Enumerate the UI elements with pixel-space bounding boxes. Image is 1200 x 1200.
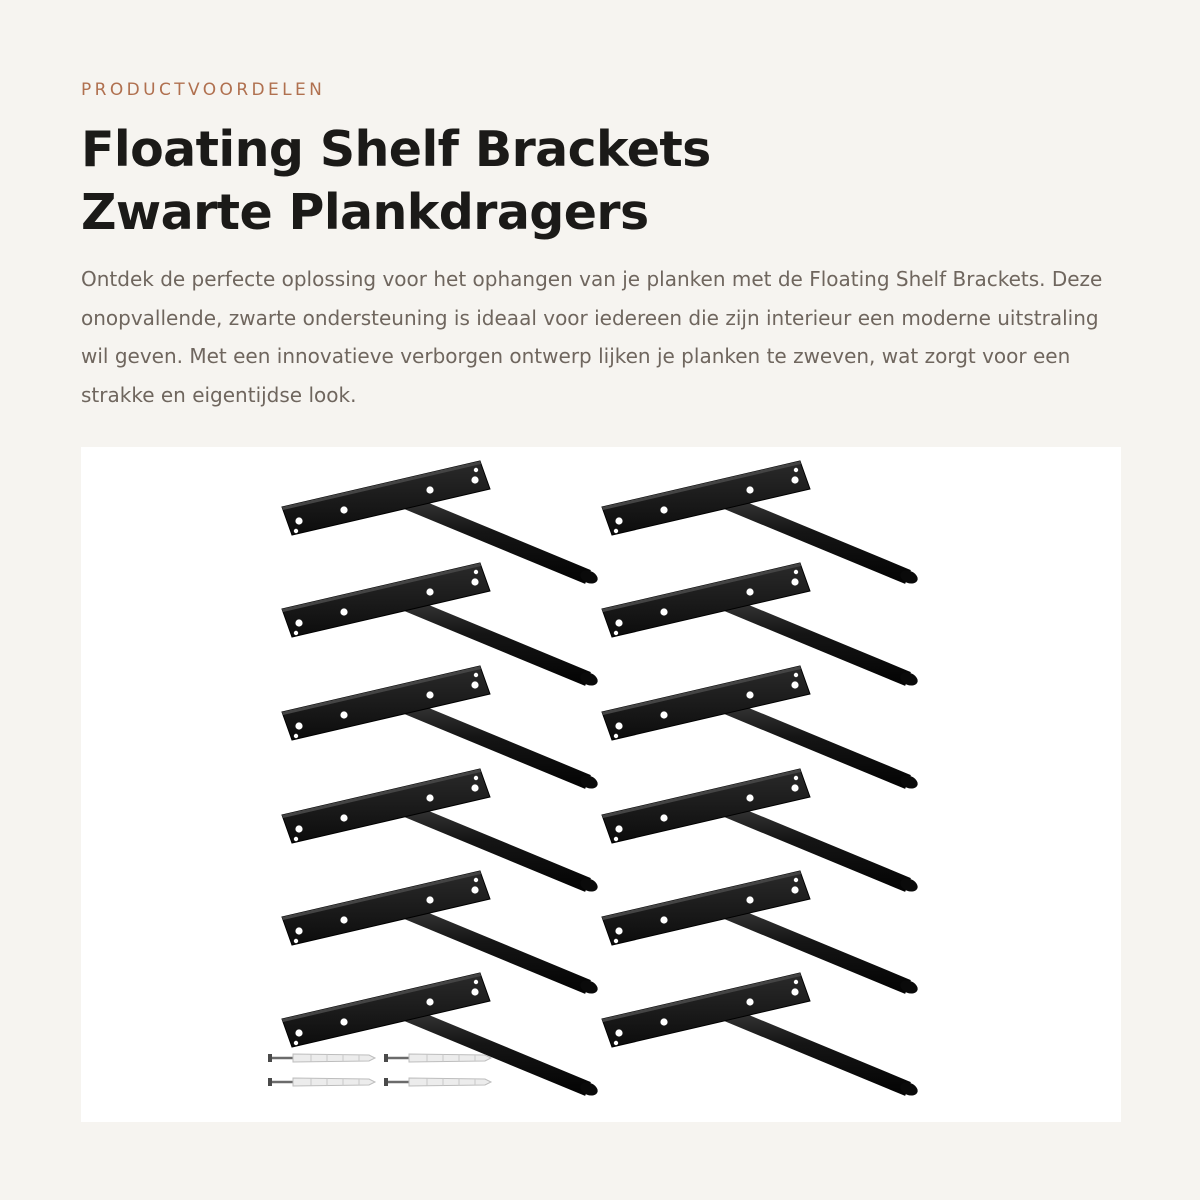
product-image <box>81 447 1121 1122</box>
title-line-2: Zwarte Plankdragers <box>81 184 649 241</box>
title-line-1: Floating Shelf Brackets <box>81 121 711 178</box>
bracket-left-2 <box>282 563 600 688</box>
bracket-right-2 <box>602 563 920 688</box>
bracket-right-3 <box>602 666 920 791</box>
screw-anchor-3 <box>384 1054 491 1062</box>
bracket-left-3 <box>282 666 600 791</box>
screw-anchor-1 <box>268 1054 375 1062</box>
bracket-left-4 <box>282 769 600 894</box>
screw-anchor-4 <box>384 1078 491 1086</box>
section-eyebrow: PRODUCTVOORDELEN <box>81 80 326 100</box>
page-title <box>81 118 711 244</box>
bracket-right-4 <box>602 769 920 894</box>
product-description: Ontdek de perfecte oplossing voor het ophangen van je planken met de Floating Shelf Brackets. Deze onopvallende, zwarte ondersteuning is ideaal voor iedereen die zijn interieur een moderne uitstraling wil geven. Met een innovatieve verborgen ontwerp lijken je planken te zweven, wat zorgt voor een strakke en eigentijdse look. <box>81 267 1103 407</box>
bracket-left-5 <box>282 871 600 996</box>
bracket-right-6 <box>602 973 920 1098</box>
bracket-right-5 <box>602 871 920 996</box>
screw-anchor-2 <box>268 1078 375 1086</box>
bracket-right-1 <box>602 461 920 586</box>
brackets-illustration <box>81 447 1121 1122</box>
bracket-left-1 <box>282 461 600 586</box>
